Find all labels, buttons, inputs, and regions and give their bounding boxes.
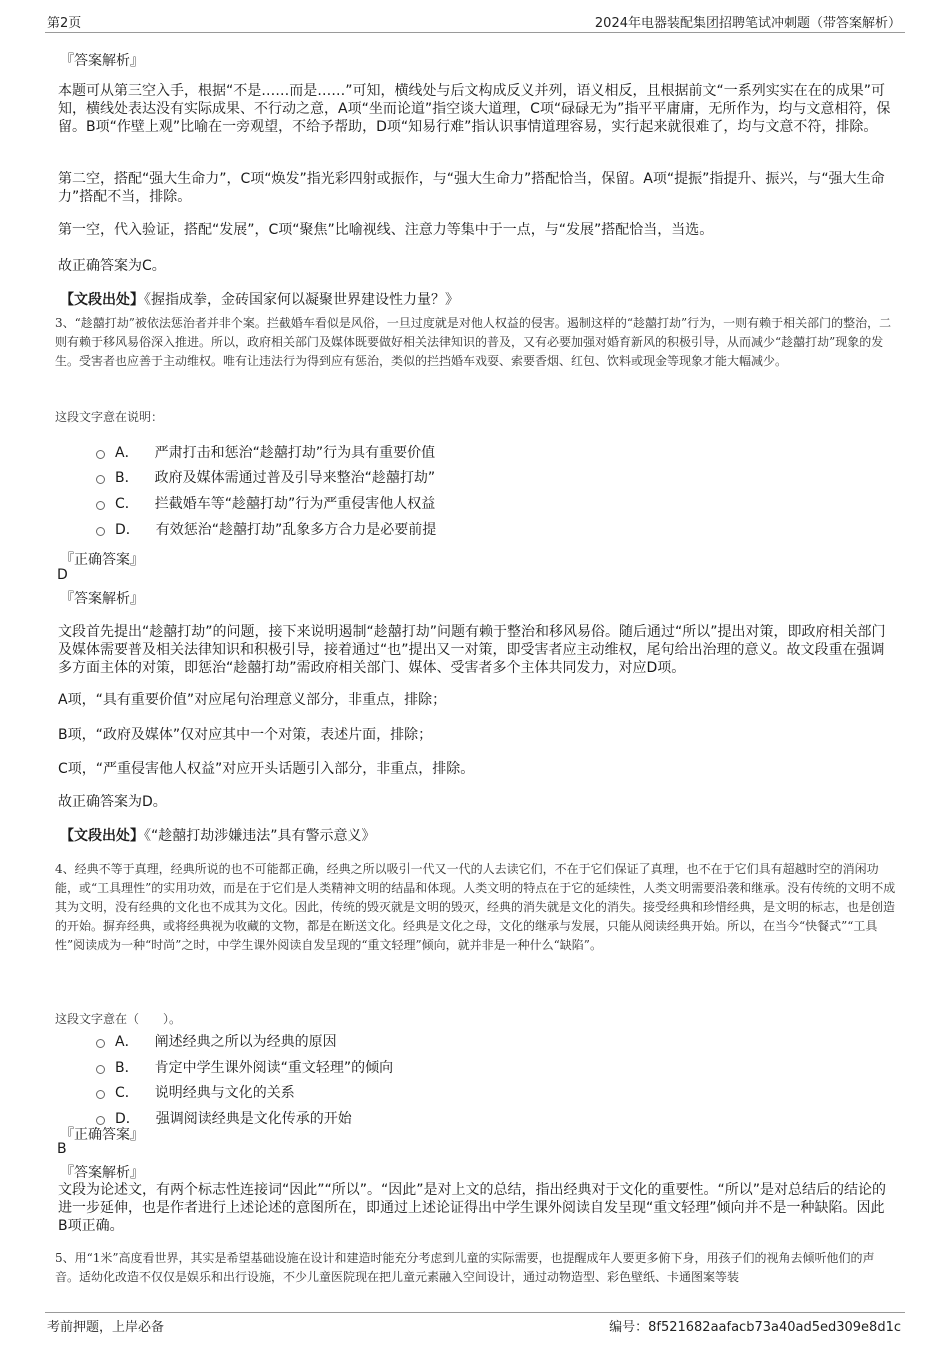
option-key: B． [115, 470, 139, 486]
radio-icon[interactable] [96, 1065, 105, 1074]
analysis-paragraph: C项，“严重侵害他人权益”对应开头话题引入部分，非重点，排除。 [58, 761, 475, 777]
option-key: A． [115, 445, 139, 461]
option-d[interactable] [96, 519, 436, 539]
answer-conclusion: 故正确答案为D。 [58, 794, 167, 810]
option-text: 阐述经典之所以为经典的原因 [154, 1034, 337, 1050]
question-passage: 3、“趁囍打劫”被依法惩治者并非个案。拦截婚车看似是风俗，一旦过度就是对他人权益的侵害。遏制这样的“趁囍打劫”行为，一则有赖于相关部门的整治，二则有赖于移风易俗深入推进。所以，政府相关部门及媒体既要做好相关法律知识的普及，又有必要加强对婚育新风的积极引导，从而减少“趁囍打劫”现象的发生。受害者也应善于主动维权。唯有让违法行为得到应有惩治，类似的拦挡婚车戏耍、索要香烟、红包、饮料或现金等现象才能大幅减少。 [55, 316, 892, 368]
source-title: 《“趁囍打劫涉嫌违法”具有警示意义》 [144, 828, 376, 844]
source-label: 【文段出处】 [60, 292, 144, 308]
option-text: 说明经典与文化的关系 [154, 1085, 295, 1101]
option-key: A． [115, 1034, 139, 1050]
answer-conclusion: 故正确答案为C。 [58, 258, 166, 274]
radio-icon[interactable] [96, 450, 105, 459]
option-c[interactable] [96, 1082, 295, 1102]
analysis-paragraph: A项，“具有重要价值”对应尾句治理意义部分，非重点，排除； [58, 692, 447, 708]
document-id: 编号：8f521682aafacb73a40ad5ed309e8d1c [609, 1320, 901, 1335]
option-text: 有效惩治“趁囍打劫”乱象多方合力是必要前提 [155, 522, 437, 538]
analysis-paragraph: 文段首先提出“趁囍打劫”的问题，接下来说明遏制“趁囍打劫”问题有赖于整治和移风易俗。随后通过“所以”提出对策，即政府相关部门及媒体需要普及相关法律知识和积极引导，接着通过“也”提出又一对策，即受害者应主动维权，尾句给出治理的意义。故文段重在强调多方面主体的对策，即惩治“趁囍打劫”需政府相关部门、媒体、受害者多个主体共同发力，对应D项。 [58, 624, 886, 676]
option-key: D． [115, 522, 140, 538]
option-text: 强调阅读经典是文化传承的开始 [155, 1111, 352, 1127]
radio-icon[interactable] [96, 1039, 105, 1048]
option-a[interactable] [96, 442, 435, 462]
option-key: D． [115, 1111, 140, 1127]
analysis-paragraph: B项，“政府及媒体”仅对应其中一个对策，表述片面，排除； [58, 727, 433, 743]
analysis-label: 『答案解析』 [60, 1165, 144, 1181]
analysis-paragraph: 本题可从第三空入手，根据“不是……而是……”可知，横线处与后文构成反义并列，语义相反，且根据前文“一系列实实在在的成果”可知，横线处表达没有实际成果、不行动之意，A项“坐而论道”指空谈大道理，C项“碌碌无为”指平平庸庸，无所作为，均与文意相符，保留。B项“作壁上观”比喻在一旁观望，不给予帮助，D项“知易行难”指认识事情道理容易，实行起来就很难了，均与文意不符，排除。 [58, 83, 891, 135]
document-title: 2024年电器装配集团招聘笔试冲刺题（带答案解析） [594, 16, 901, 31]
footer-slogan: 考前押题，上岸必备 [47, 1320, 165, 1335]
question-stem: 这段文字意在说明： [55, 410, 164, 424]
option-key: B． [115, 1060, 139, 1076]
radio-icon[interactable] [96, 1090, 105, 1099]
option-b[interactable] [96, 467, 435, 487]
analysis-paragraph: 第一空，代入验证，搭配“发展”，C项“聚焦”比喻视线、注意力等集中于一点，与“发展”搭配恰当，当选。 [58, 222, 714, 238]
option-key: C． [115, 1085, 139, 1101]
correct-answer-label: 『正确答案』 [60, 1127, 144, 1143]
analysis-paragraph: 第二空，搭配“强大生命力”，C项“焕发”指光彩四射或振作，与“强大生命力”搭配恰当，保留。A项“提振”指提升、振兴，与“强大生命力”搭配不当，排除。 [58, 171, 885, 205]
option-c[interactable] [96, 493, 435, 513]
page-number: 第2页 [47, 16, 82, 31]
source-line [60, 289, 459, 309]
analysis-paragraph: 文段为论述文，有两个标志性连接词“因此”“所以”。“因此”是对上文的总结，指出经典对于文化的重要性。“所以”是对总结后的结论的进一步延伸，也是作者进行上述论述的意图所在，即通过上述论证得出中学生课外阅读自发呈现“重文轻理”倾向并不是一种缺陷。因此B项正确。 [58, 1182, 887, 1234]
source-title: 《握指成拳，金砖国家何以凝聚世界建设性力量？》 [144, 292, 459, 308]
page-header [45, 10, 905, 33]
radio-icon[interactable] [96, 501, 105, 510]
question-stem: 这段文字意在（ ）。 [55, 1012, 182, 1026]
source-label: 【文段出处】 [60, 828, 144, 844]
option-key: C． [115, 496, 139, 512]
correct-answer: B [57, 1141, 67, 1157]
analysis-label: 『答案解析』 [60, 591, 144, 607]
radio-icon[interactable] [96, 475, 105, 484]
correct-answer: D [57, 567, 68, 583]
question-passage: 4、经典不等于真理，经典所说的也不可能都正确，经典之所以吸引一代又一代的人去读它们，不在于它们保证了真理，也不在于它们具有超越时空的消闲功能，或“工具理性”的实用功效，而是在于它们是人类精神文明的结晶和体现。人类文明的特点在于它的延续性，人类文明需要沿袭和继承。没有传统的文明不成其为文明，没有经典的文化也不成其为文化。因此，传统的毁灭就是文明的毁灭，经典的消失就是文化的消失。接受经典和珍惜经典，是文明的标志，也是创造的开始。摒弃经典，或将经典视为收藏的文物，都是在断送文化。经典是文化之母，文化的继承与发展，只能从阅读经典开始。所以，在当今“快餐式”“工具性”阅读成为一种“时尚”之时，中学生课外阅读自发呈现的“重文轻理”倾向，就并非是一种什么“缺陷”。 [55, 862, 896, 952]
option-b[interactable] [96, 1057, 393, 1077]
radio-icon[interactable] [96, 527, 105, 536]
question-passage: 5、用“1米”高度看世界，其实是希望基础设施在设计和建造时能充分考虑到儿童的实际需要，也提醒成年人要更多俯下身，用孩子们的视角去倾听他们的声音。适幼化改造不仅仅是娱乐和出行设施，不少儿童医院现在把儿童元素融入空间设计，通过动物造型、彩色壁纸、卡通图案等装 [55, 1251, 875, 1284]
option-text: 拦截婚车等“趁囍打劫”行为严重侵害他人权益 [154, 496, 436, 512]
option-a[interactable] [96, 1031, 337, 1051]
option-text: 政府及媒体需通过普及引导来整治“趁囍打劫” [154, 470, 436, 486]
option-text: 严肃打击和惩治“趁囍打劫”行为具有重要价值 [154, 445, 436, 461]
analysis-label: 『答案解析』 [60, 53, 144, 69]
correct-answer-label: 『正确答案』 [60, 552, 144, 568]
source-line [60, 825, 376, 845]
page-footer [45, 1312, 905, 1335]
option-text: 肯定中学生课外阅读“重文轻理”的倾向 [154, 1060, 394, 1076]
